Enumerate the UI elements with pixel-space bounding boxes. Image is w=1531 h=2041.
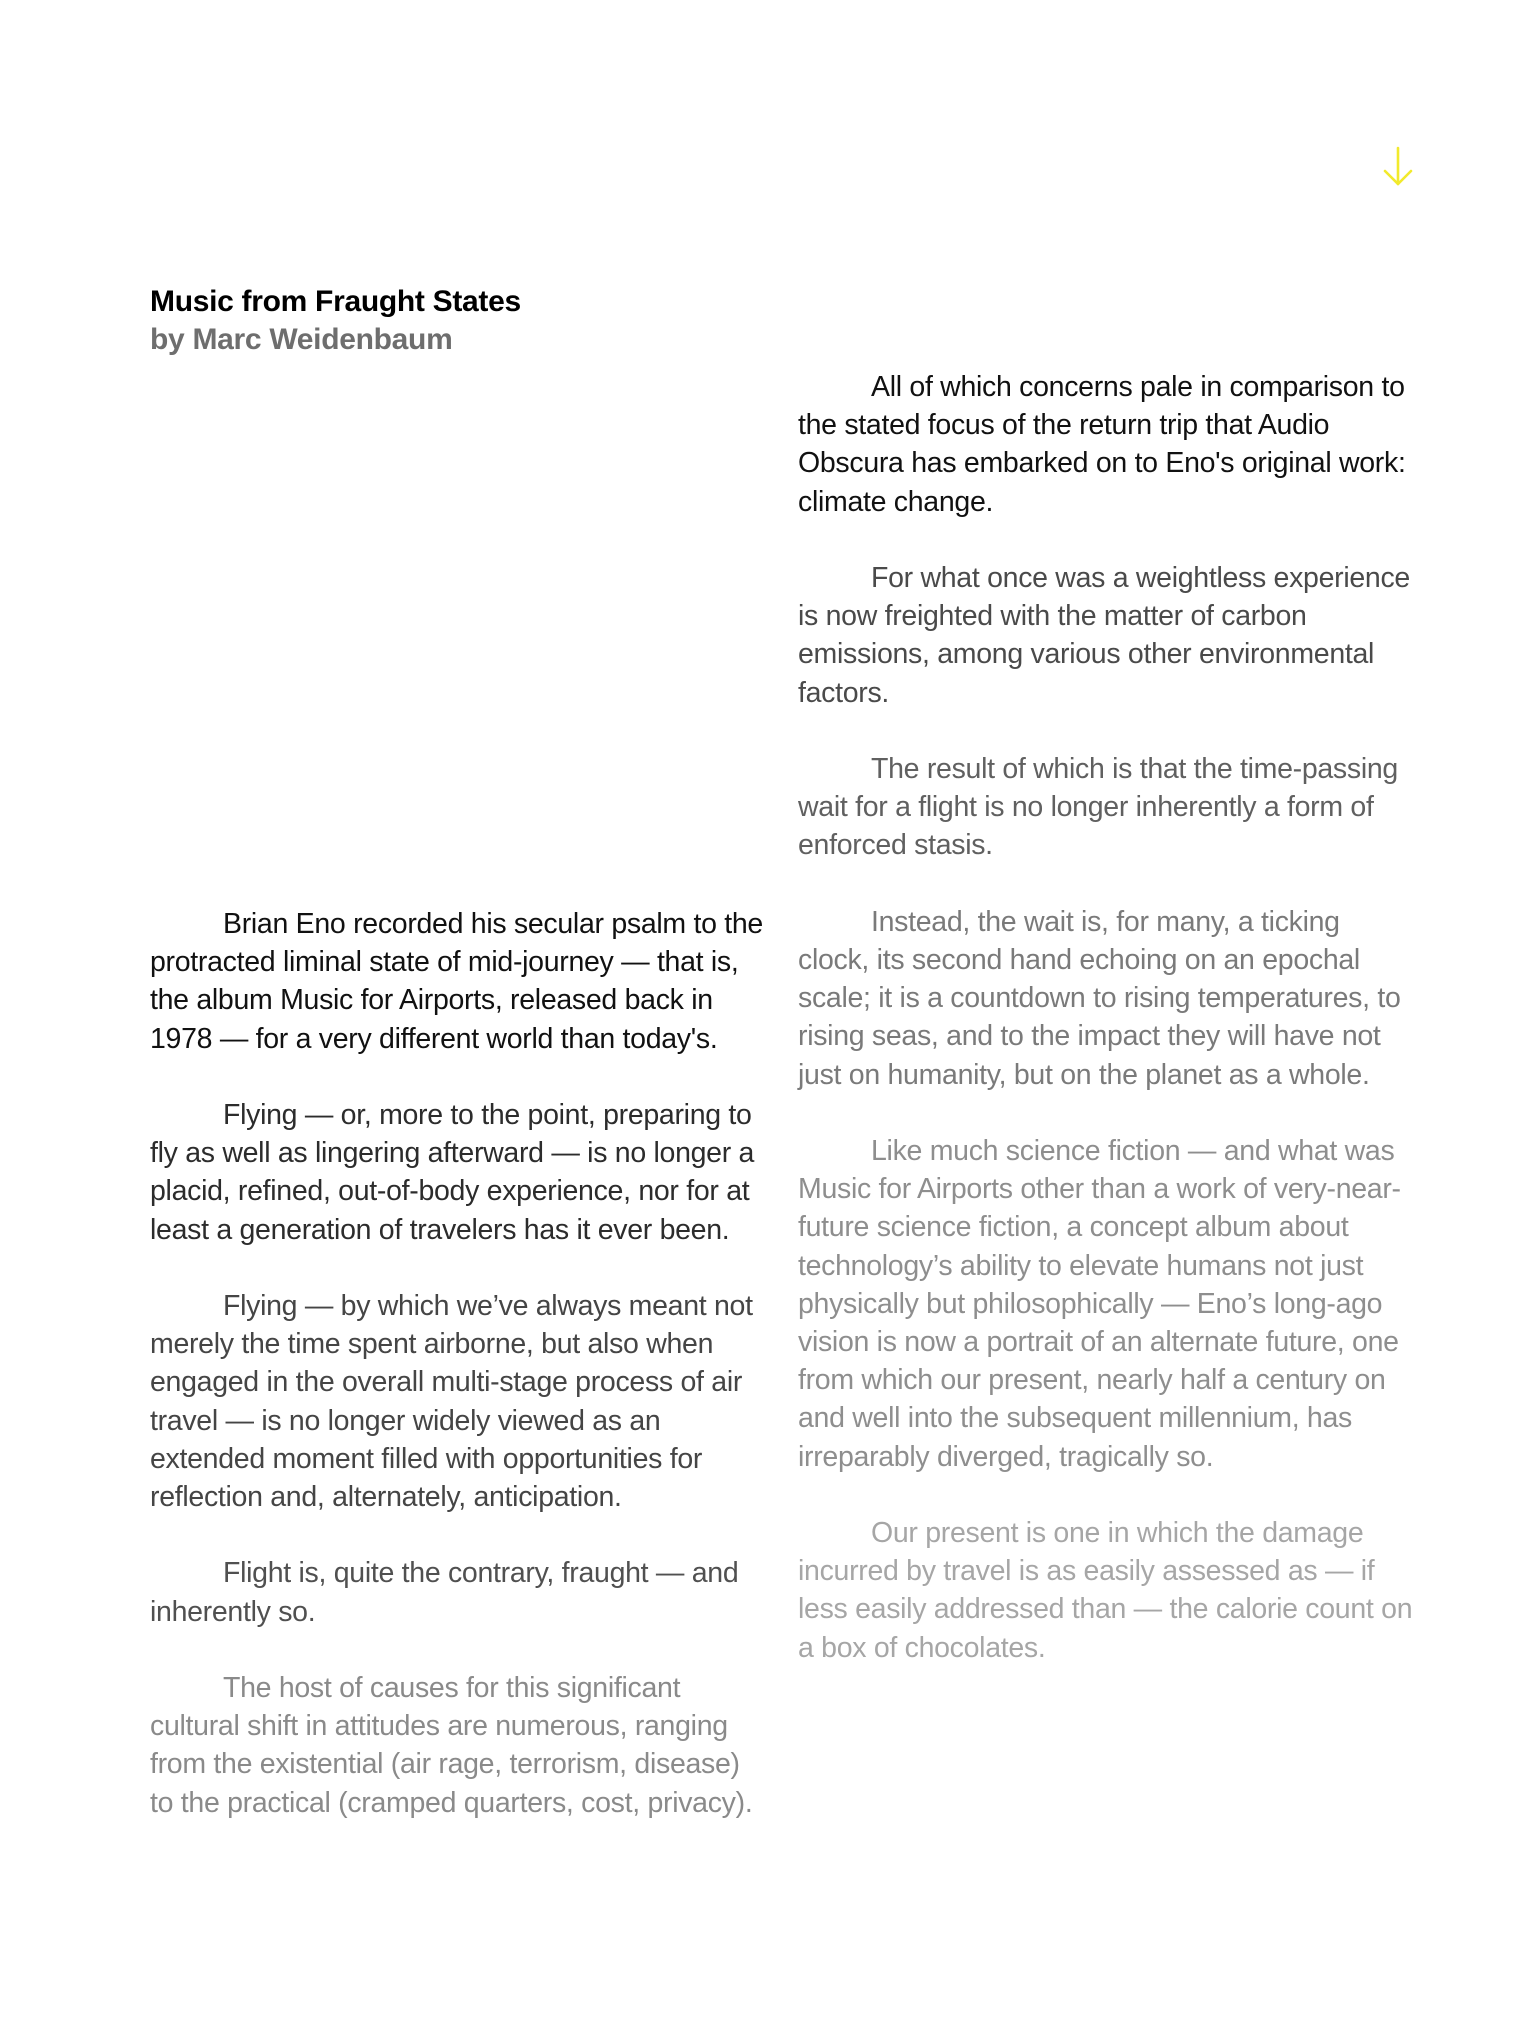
arrow-down-icon[interactable]: [1380, 146, 1416, 188]
article-header: [150, 283, 521, 359]
right-text-column: [798, 368, 1418, 1705]
paragraph: The result of which is that the time-passing wait for a flight is no longer inherently a form of enforced stasis.: [798, 753, 1398, 862]
paragraph: Flight is, quite the contrary, fraught — and inherently so.: [150, 1557, 739, 1628]
paragraph: Brian Eno recorded his secular psalm to the protracted liminal state of mid-journey — that is, the album Music for Airports, released back in 1978 — for a very different world than today's.: [150, 908, 763, 1055]
article-title: Music from Fraught States: [150, 285, 521, 318]
paragraph: For what once was a weightless experience is now freighted with the matter of carbon emissions, among various other environmental factors.: [798, 562, 1410, 709]
paragraph: Instead, the wait is, for many, a ticking clock, its second hand echoing on an epochal scale; it is a countdown to rising temperatures, to rising seas, and to the impact they will have not just on humanity, but on the planet as a whole.: [798, 905, 1401, 1091]
paragraph: Flying — or, more to the point, preparing to fly as well as lingering afterward — is no longer a placid, refined, out-of-body experience, nor for at least a generation of travelers has it ever been.: [150, 1099, 755, 1246]
left-text-column: [150, 905, 770, 1860]
article-byline: by Marc Weidenbaum: [150, 323, 453, 356]
paragraph: Like much science fiction — and what was Music for Airports other than a work of very-near-future science fiction, a concept album about technology’s ability to elevate humans not just physically but philosophically — Eno’s long-ago vision is now a portrait of an alternate future, one from which our present, nearly half a century on and well into the subsequent millennium, has irreparably diverged, tragically so.: [798, 1135, 1401, 1473]
paragraph: The host of causes for this significant cultural shift in attitudes are numerous, ranging from the existential (air rage, terrorism, disease) to the practical (cramped quarters, cost, privacy).: [150, 1672, 753, 1819]
paragraph: Flying — by which we’ve always meant not merely the time spent airborne, but also when engaged in the overall multi-stage process of air travel — is no longer widely viewed as an extended moment filled with opportunities for reflection and, alternately, anticipation.: [150, 1290, 753, 1514]
paragraph: All of which concerns pale in comparison to the stated focus of the return trip that Audio Obscura has embarked on to Eno's original work: climate change.: [798, 371, 1406, 518]
paragraph: Our present is one in which the damage incurred by travel is as easily assessed as — if less easily addressed than — the calorie count on a box of chocolates.: [798, 1517, 1413, 1664]
